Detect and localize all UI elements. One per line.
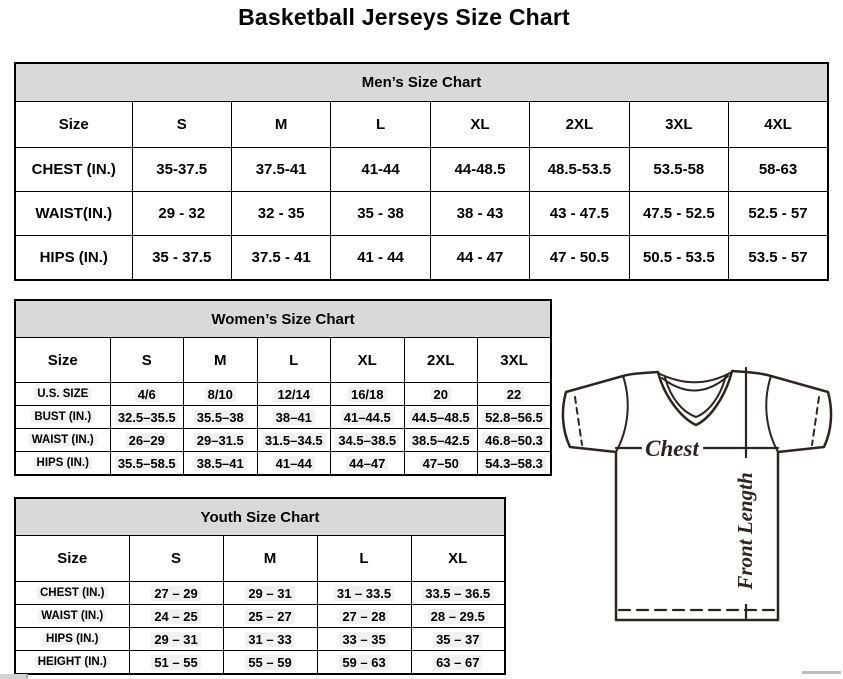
jersey-outline — [563, 371, 831, 620]
table-row — [15, 651, 505, 675]
column-header: S — [129, 536, 223, 582]
table-cell: 35 - 37.5 — [132, 236, 231, 281]
table-cell: 32 - 35 — [231, 192, 330, 236]
table-cell: 53.5 - 57 — [729, 236, 828, 281]
column-header: M — [223, 536, 317, 582]
table-cell: 37.5 - 41 — [231, 236, 330, 281]
table-row — [15, 63, 828, 102]
table-cell: 25 – 27 — [223, 605, 317, 628]
column-header: 2XL — [404, 338, 478, 383]
jersey-cuff-dashed-left — [575, 397, 582, 445]
jersey-armhole-seam-left — [616, 376, 628, 452]
column-header: S — [132, 102, 231, 148]
table-cell: 52.8–56.5 — [478, 406, 552, 429]
column-header: L — [317, 536, 411, 582]
table-cell: 31 – 33 — [223, 628, 317, 651]
column-header: Size — [15, 102, 132, 148]
row-label: WAIST(IN.) — [15, 192, 132, 236]
chest-label: Chest — [645, 436, 699, 461]
table-cell: 55 – 59 — [223, 651, 317, 675]
horizontal-scrollbar-thumb-fragment-left[interactable] — [0, 674, 28, 679]
jersey-collar-arc-outer — [660, 373, 730, 382]
table-row — [15, 582, 505, 605]
column-header: XL — [430, 102, 529, 148]
table-cell: 38.5–41 — [184, 452, 258, 476]
table-cell: 4/6 — [110, 383, 184, 406]
table-cell: 38–41 — [257, 406, 331, 429]
row-label: WAIST (IN.) — [15, 605, 129, 628]
column-header: XL — [331, 338, 405, 383]
table-cell: 27 – 29 — [129, 582, 223, 605]
table-cell: 43 - 47.5 — [530, 192, 629, 236]
column-header: XL — [411, 536, 505, 582]
table-cell: 35 - 38 — [331, 192, 430, 236]
table-row — [15, 236, 828, 281]
table-row — [15, 148, 828, 192]
table-row — [15, 498, 505, 536]
row-label: HIPS (IN.) — [15, 452, 110, 476]
table-row — [15, 605, 505, 628]
table-row — [15, 536, 505, 582]
table-cell: 24 – 25 — [129, 605, 223, 628]
table-cell: 12/14 — [257, 383, 331, 406]
table-cell: 41 - 44 — [331, 236, 430, 281]
row-label: CHEST (IN.) — [15, 582, 129, 605]
table-cell: 16/18 — [331, 383, 405, 406]
table-cell: 8/10 — [184, 383, 258, 406]
youth-size-chart-table — [14, 497, 506, 675]
table-row — [15, 628, 505, 651]
row-label: HEIGHT (IN.) — [15, 651, 129, 675]
column-header: Size — [15, 338, 110, 383]
table-cell: 51 – 55 — [129, 651, 223, 675]
table-row — [15, 338, 551, 383]
horizontal-scrollbar-thumb-fragment-right[interactable] — [802, 671, 841, 674]
column-header: Size — [15, 536, 129, 582]
table-row — [15, 383, 551, 406]
table-cell: 29 – 31 — [129, 628, 223, 651]
table-cell: 38.5–42.5 — [404, 429, 478, 452]
mens-chart-title: Men’s Size Chart — [15, 63, 828, 102]
table-cell: 52.5 - 57 — [729, 192, 828, 236]
table-cell: 38 - 43 — [430, 192, 529, 236]
table-cell: 44–47 — [331, 452, 405, 476]
column-header: 4XL — [729, 102, 828, 148]
row-label: HIPS (IN.) — [15, 628, 129, 651]
column-header: M — [231, 102, 330, 148]
table-row — [15, 406, 551, 429]
table-cell: 44-48.5 — [430, 148, 529, 192]
jersey-cuff-dashed-right — [812, 397, 819, 445]
table-cell: 27 – 28 — [317, 605, 411, 628]
table-cell: 28 – 29.5 — [411, 605, 505, 628]
table-cell: 50.5 - 53.5 — [629, 236, 728, 281]
table-cell: 32.5–35.5 — [110, 406, 184, 429]
table-cell: 54.3–58.3 — [478, 452, 552, 476]
table-cell: 44.5–48.5 — [404, 406, 478, 429]
row-label: CHEST (IN.) — [15, 148, 132, 192]
table-cell: 47–50 — [404, 452, 478, 476]
table-cell: 35-37.5 — [132, 148, 231, 192]
table-cell: 26–29 — [110, 429, 184, 452]
jersey-armhole-seam-right — [766, 376, 778, 452]
table-cell: 35.5–38 — [184, 406, 258, 429]
column-header: 3XL — [629, 102, 728, 148]
table-row — [15, 300, 551, 338]
table-row — [15, 452, 551, 476]
table-cell: 29 - 32 — [132, 192, 231, 236]
column-header: L — [257, 338, 331, 383]
table-cell: 46.8–50.3 — [478, 429, 552, 452]
column-header: 2XL — [530, 102, 629, 148]
column-header: S — [110, 338, 184, 383]
youth-chart-title: Youth Size Chart — [15, 498, 505, 536]
table-row — [15, 192, 828, 236]
column-header: M — [184, 338, 258, 383]
table-cell: 58-63 — [729, 148, 828, 192]
table-cell: 41–44 — [257, 452, 331, 476]
table-cell: 29 – 31 — [223, 582, 317, 605]
table-cell: 59 – 63 — [317, 651, 411, 675]
jersey-measurement-diagram — [558, 358, 842, 632]
table-row — [15, 429, 551, 452]
table-cell: 44 - 47 — [430, 236, 529, 281]
table-cell: 31 – 33.5 — [317, 582, 411, 605]
table-cell: 63 – 67 — [411, 651, 505, 675]
table-cell: 41–44.5 — [331, 406, 405, 429]
row-label: U.S. SIZE — [15, 383, 110, 406]
womens-size-chart-table — [14, 299, 552, 476]
front-length-label: Front Length — [733, 472, 757, 590]
table-cell: 53.5-58 — [629, 148, 728, 192]
row-label: WAIST (IN.) — [15, 429, 110, 452]
table-cell: 47 - 50.5 — [530, 236, 629, 281]
table-cell: 35.5–58.5 — [110, 452, 184, 476]
mens-size-chart-table — [14, 62, 829, 281]
womens-chart-title: Women’s Size Chart — [15, 300, 551, 338]
table-cell: 37.5-41 — [231, 148, 330, 192]
table-cell: 29–31.5 — [184, 429, 258, 452]
page-title: Basketball Jerseys Size Chart — [238, 4, 570, 30]
table-cell: 22 — [478, 383, 552, 406]
row-label: BUST (IN.) — [15, 406, 110, 429]
column-header: 3XL — [478, 338, 552, 383]
table-cell: 48.5-53.5 — [530, 148, 629, 192]
table-cell: 33.5 – 36.5 — [411, 582, 505, 605]
table-cell: 34.5–38.5 — [331, 429, 405, 452]
row-label: HIPS (IN.) — [15, 236, 132, 281]
table-cell: 35 – 37 — [411, 628, 505, 651]
table-cell: 31.5–34.5 — [257, 429, 331, 452]
table-cell: 47.5 - 52.5 — [629, 192, 728, 236]
table-cell: 41-44 — [331, 148, 430, 192]
table-cell: 20 — [404, 383, 478, 406]
table-row — [15, 102, 828, 148]
column-header: L — [331, 102, 430, 148]
table-cell: 33 – 35 — [317, 628, 411, 651]
